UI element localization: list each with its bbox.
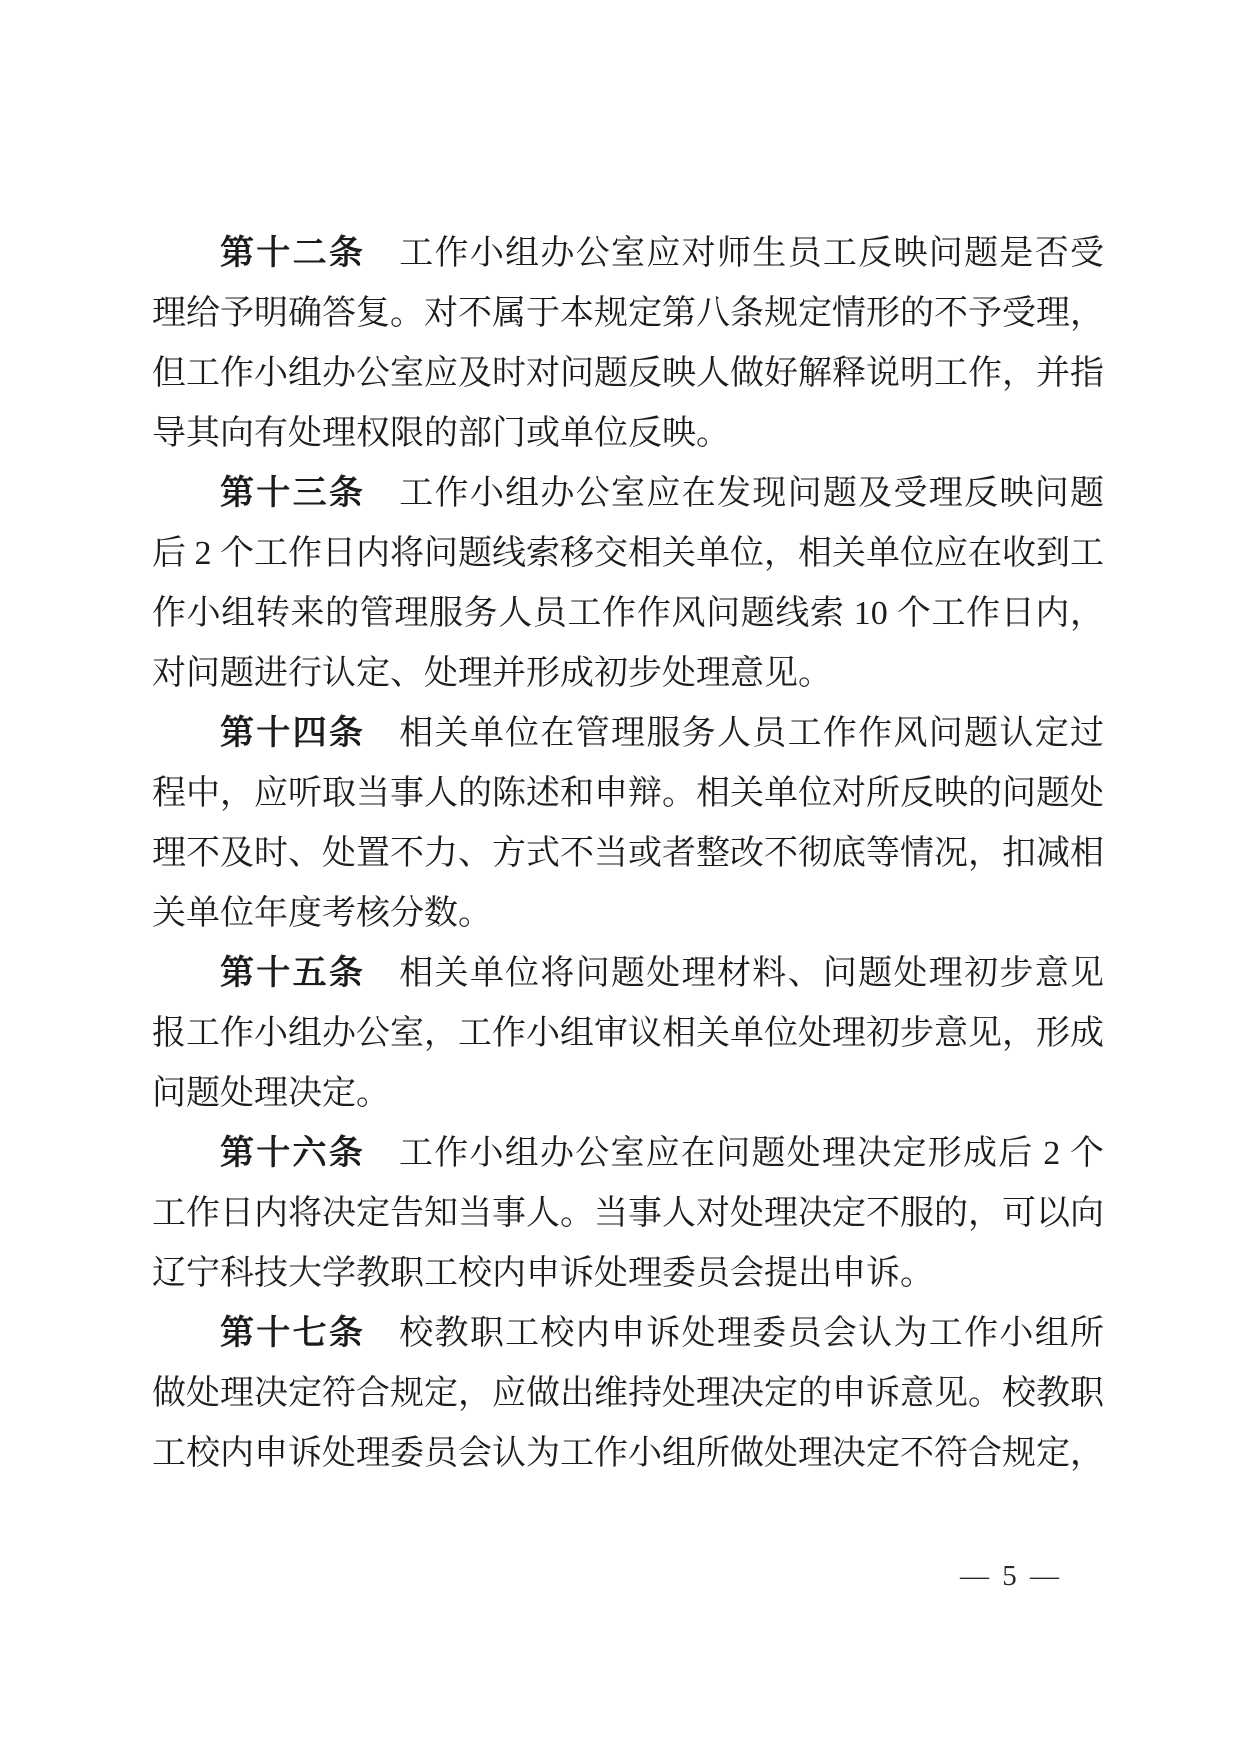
article-text: 校教职工校内申诉处理委员会认为工作小组所做处理决定符合规定，应做出维持处理决定的申诉意见。校教职工校内申诉处理委员会认为工作小组所做处理决定不符合规定， bbox=[152, 1315, 1104, 1472]
article-paragraph bbox=[152, 1124, 1104, 1304]
article-text: 工作小组办公室应在发现问题及受理反映问题后 2 个工作日内将问题线索移交相关单位，相关单位应在收到工作小组转来的管理服务人员工作作风问题线索 10 个工作日内，对问题进行认定、处理并形成初步处理意见。 bbox=[152, 475, 1104, 692]
article-number: 第十七条 bbox=[220, 1315, 366, 1352]
article-number: 第十四条 bbox=[220, 715, 366, 752]
document-body bbox=[152, 224, 1104, 1484]
article-paragraph bbox=[152, 1304, 1104, 1484]
article-text: 相关单位在管理服务人员工作作风问题认定过程中，应听取当事人的陈述和申辩。相关单位对所反映的问题处理不及时、处置不力、方式不当或者整改不彻底等情况，扣减相关单位年度考核分数。 bbox=[152, 715, 1104, 932]
article-text: 相关单位将问题处理材料、问题处理初步意见报工作小组办公室，工作小组审议相关单位处理初步意见，形成问题处理决定。 bbox=[152, 955, 1104, 1112]
article-paragraph bbox=[152, 704, 1104, 944]
article-number: 第十三条 bbox=[220, 475, 366, 512]
article-paragraph bbox=[152, 224, 1104, 464]
article-number: 第十二条 bbox=[220, 235, 366, 272]
article-text: 工作小组办公室应对师生员工反映问题是否受理给予明确答复。对不属于本规定第八条规定情形的不予受理，但工作小组办公室应及时对问题反映人做好解释说明工作，并指导其向有处理权限的部门或单位反映。 bbox=[152, 235, 1104, 452]
article-number: 第十六条 bbox=[220, 1135, 365, 1172]
page-number: — 5 — bbox=[960, 1560, 1062, 1592]
article-paragraph bbox=[152, 944, 1104, 1124]
article-number: 第十五条 bbox=[220, 955, 366, 992]
article-text: 工作小组办公室应在问题处理决定形成后 2 个工作日内将决定告知当事人。当事人对处理决定不服的，可以向辽宁科技大学教职工校内申诉处理委员会提出申诉。 bbox=[152, 1135, 1104, 1292]
article-paragraph bbox=[152, 464, 1104, 704]
